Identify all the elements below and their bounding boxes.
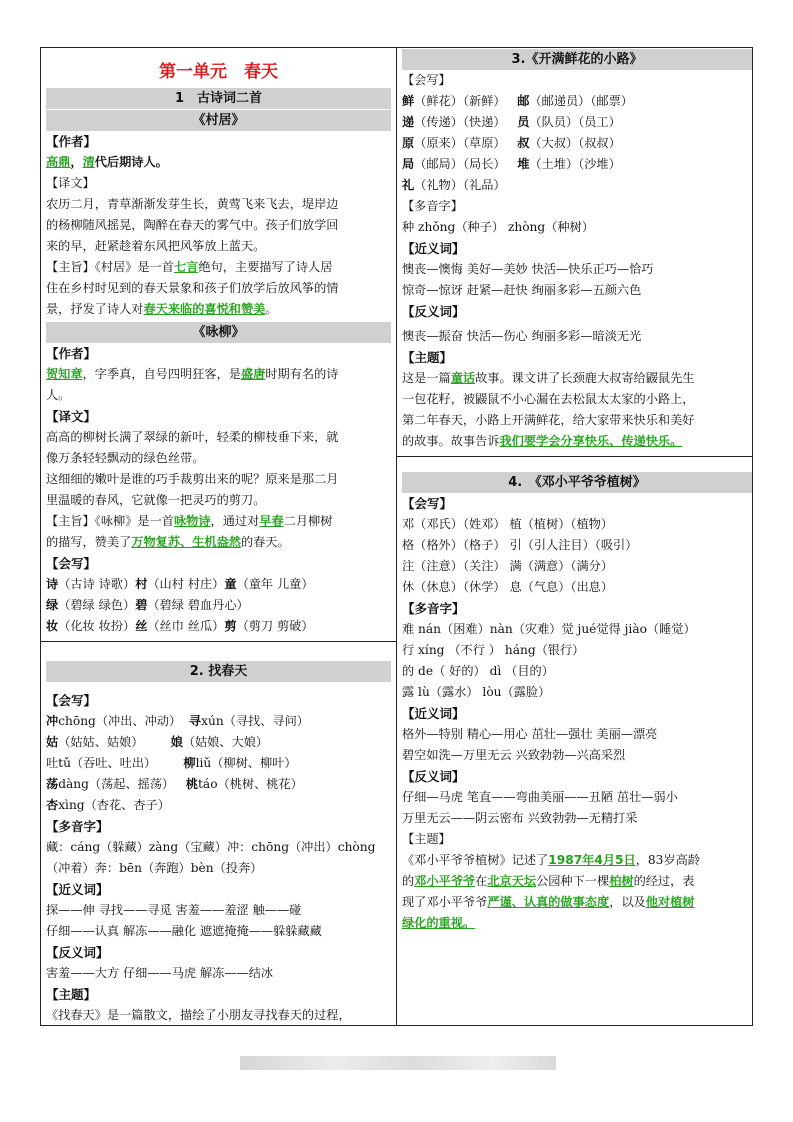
poem1-translation-line: 农历二月，青草渐渐发芽生长，黄莺飞来飞去，堤岸边 [46,197,339,211]
poem2-translation-line: 里温暖的春风，它就像一把灵巧的剪刀。 [46,493,266,507]
poem2-author-line: 人。 [46,388,71,402]
poem1-theme-line: 住在乡村时见到的春天景象和孩子们放学后放风筝的情 [46,281,339,295]
poem2-translation-line: 像万条轻轻飘动的绿色丝带。 [46,451,205,465]
theme-line: 的故事。故事告诉我们要学会分享快乐、传递快乐。 [402,434,683,448]
lesson3-ant-label: 【反义词】 [402,304,465,319]
write-line: 礼（礼物）（礼品） [402,178,506,192]
write-line: 荡dàng（荡起、摇荡） 桃táo（桃树、桃花） [46,777,303,791]
lesson4-write-label: 【会写】 [402,496,453,511]
write-line: 格（格外）（格子） 引（引人注目）（吸引） [402,538,638,552]
poem2-author: 贺知章，字季真，自号四明狂客，是盛唐时期有名的诗 [46,367,339,381]
write-line: 诗（古诗 诗歌）村（山村 村庄）童（童年 儿童） [46,577,314,591]
ant-line: 害羞——大方 仔细——马虎 解冻——结冰 [46,966,274,980]
poem1-theme-line: 景，抒发了诗人对春天来临的喜悦和赞美。 [46,302,278,316]
poem2-translation-label: 【译文】 [46,409,97,424]
poly-line: 行 xíng （不行 ） háng（银行） [402,643,585,657]
left-section-divider [40,641,397,642]
theme-line: 的邓小平爷爷在北京天坛公园种下一棵柏树的经过，表 [402,874,695,888]
lesson4-poly-label: 【多音字】 [402,601,465,616]
write-line: 邓（邓氏）（姓邓） 植（植树）（植物） [402,517,614,531]
syn-line: 仔细——认真 解冻——融化 遮遮掩掩——躲躲藏藏 [46,924,322,938]
write-line: 杏xìng（杏花、杏子） [46,798,170,812]
syn-line: 惊奇—惊讶 赶紧—赶快 绚丽多彩—五颜六色 [402,283,642,297]
blurred-footer [240,1056,556,1070]
poem2-translation-line: 这细细的嫩叶是谁的巧手裁剪出来的呢？原来是那二月 [46,472,339,486]
poem2-translation-line: 高高的柳树长满了翠绿的新叶，轻柔的柳枝垂下来，就 [46,430,339,444]
unit-title: 第一单元 春天 [159,62,278,82]
ant-line: 仔细—马虎 笔直——弯曲美丽——丑陋 茁壮—弱小 [402,790,678,804]
theme-line: 第二年春天，小路上开满鲜花，给大家带来快乐和美好 [402,413,695,427]
poly-line: 的 de（ 好的） dì （目的） [402,664,554,678]
poem2-title: 《咏柳》 [46,322,391,343]
ant-line: 万里无云——阴云密布 兴致勃勃—无精打采 [402,811,638,825]
poly-line: （冲着）奔：bēn（奔跑）bèn（投奔） [46,861,263,875]
poly-line: 种 zhǒng（种子） zhòng（种树） [402,220,594,234]
lesson2-ant-label: 【反义词】 [46,945,109,960]
ant-line: 懊丧—振奋 快活—伤心 绚丽多彩—暗淡无光 [402,329,642,343]
theme-line: 《邓小平爷爷植树》记述了1987年4月5日，83岁高龄 [402,853,700,867]
theme-line: 绿化的重视。 [402,916,476,930]
poly-line: 难 nán（困难）nàn（灾难）觉 jué觉得 jiào（睡觉） [402,622,696,636]
poem2-author-label: 【作者】 [46,346,97,361]
lesson1-section [46,50,391,637]
lesson3-title: 3.《开满鲜花的小路》 [402,49,752,70]
syn-line: 格外—特别 精心—用心 茁壮—强壮 美丽—漂亮 [402,727,658,741]
lesson4-ant-label: 【反义词】 [402,769,465,784]
write-line: 鲜（鲜花）（新鲜） 邮（邮递员）（邮票） [402,94,633,108]
poem2-theme: 【主旨】《咏柳》是一首咏物诗，通过对早春二月柳树 [46,514,333,528]
lesson2-title: 2. 找春天 [46,661,391,682]
syn-line: 碧空如洗—万里无云 兴致勃勃—兴高采烈 [402,748,626,762]
lesson2-theme-label: 【主题】 [46,987,97,1002]
poem2-theme-line: 的描写，赞美了万物复苏、生机盎然的春天。 [46,535,290,549]
lesson2-poly-label: 【多音字】 [46,819,109,834]
poem1-translation-line: 来的早，赶紧趁着东风把风筝放上蓝天。 [46,239,266,253]
syn-line: 懊丧—懊悔 美好—美妙 快活—快乐正巧—恰巧 [402,262,654,276]
theme-line: 《找春天》是一篇散文，描绘了小朋友寻找春天的过程， [46,1008,351,1022]
lesson4-section [402,472,752,934]
write-line: 注（注意）（关注） 满（满意）（满分） [402,559,614,573]
lesson2-write-label: 【会写】 [46,693,97,708]
theme-line: 一包花籽，被鼹鼠不小心漏在去松鼠太太家的小路上， [402,392,695,406]
poem1-author-label: 【作者】 [46,134,97,149]
lesson4-theme-label: 【主题】 [402,832,451,846]
lesson3-syn-label: 【近义词】 [402,241,465,256]
write-line: 绿（碧绿 绿色）碧（碧绿 碧血丹心） [46,598,249,612]
write-line: 原（原来）（草原） 叔（大叔）（叔叔） [402,136,621,150]
poem1-translation-label: 【译文】 [46,176,95,190]
lesson3-poly-label: 【多音字】 [402,199,463,213]
poly-line: 露 lù（露水） lòu（露脸） [402,685,551,699]
syn-line: 探——伸 寻找——寻觅 害羞——羞涩 触——碰 [46,903,302,917]
poem1-title: 《村居》 [46,110,391,131]
column-divider [396,47,397,1026]
lesson3-section [402,49,752,452]
poem1-translation-line: 的杨柳随风摇晃，陶醉在春天的雾气中。孩子们放学回 [46,218,339,232]
right-section-divider [397,456,753,457]
write-line: 吐tǔ（吞吐、吐出） 柳liǔ（柳树、柳叶） [46,756,297,770]
poem1-theme: 【主旨】《村居》是一首七言绝句，主要描写了诗人居 [46,260,333,274]
theme-line: 这是一篇童话故事。课文讲了长颈鹿大叔寄给鼹鼠先生 [402,371,695,385]
write-line: 休（休息）（休学） 息（气息）（出息） [402,580,614,594]
write-line: 冲chōng（冲出、冲动） 寻xún（寻找、寻问） [46,714,309,728]
theme-line: 现了邓小平爷爷严谨、认真的做事态度，以及他对植树 [402,895,695,909]
lesson3-write-label: 【会写】 [402,73,451,87]
lesson4-title: 4. 《邓小平爷爷植树》 [402,472,752,493]
poly-line: 藏：cáng（躲藏）zàng（宝藏）冲：chōng（冲出）chòng [46,840,376,854]
lesson2-syn-label: 【近义词】 [46,882,109,897]
write-line: 姑（姑姑、姑娘） 娘（姑娘、大娘） [46,735,269,749]
lesson1-title: 1 古诗词二首 [46,88,391,109]
lesson3-theme-label: 【主题】 [402,350,453,365]
lesson2-section [46,661,391,1026]
write-line: 局（邮局）（局长） 堆（土堆）（沙堆） [402,157,621,171]
spacer [46,682,391,690]
write-line: 递（传递）（快递） 员（队员）（员工） [402,115,621,129]
poem1-author: 高鼎，清代后期诗人。 [46,155,168,169]
poem2-write-label: 【会写】 [46,556,97,571]
lesson4-syn-label: 【近义词】 [402,706,465,721]
write-line: 妆（化妆 妆扮）丝（丝巾 丝瓜）剪（剪刀 剪破） [46,619,314,633]
